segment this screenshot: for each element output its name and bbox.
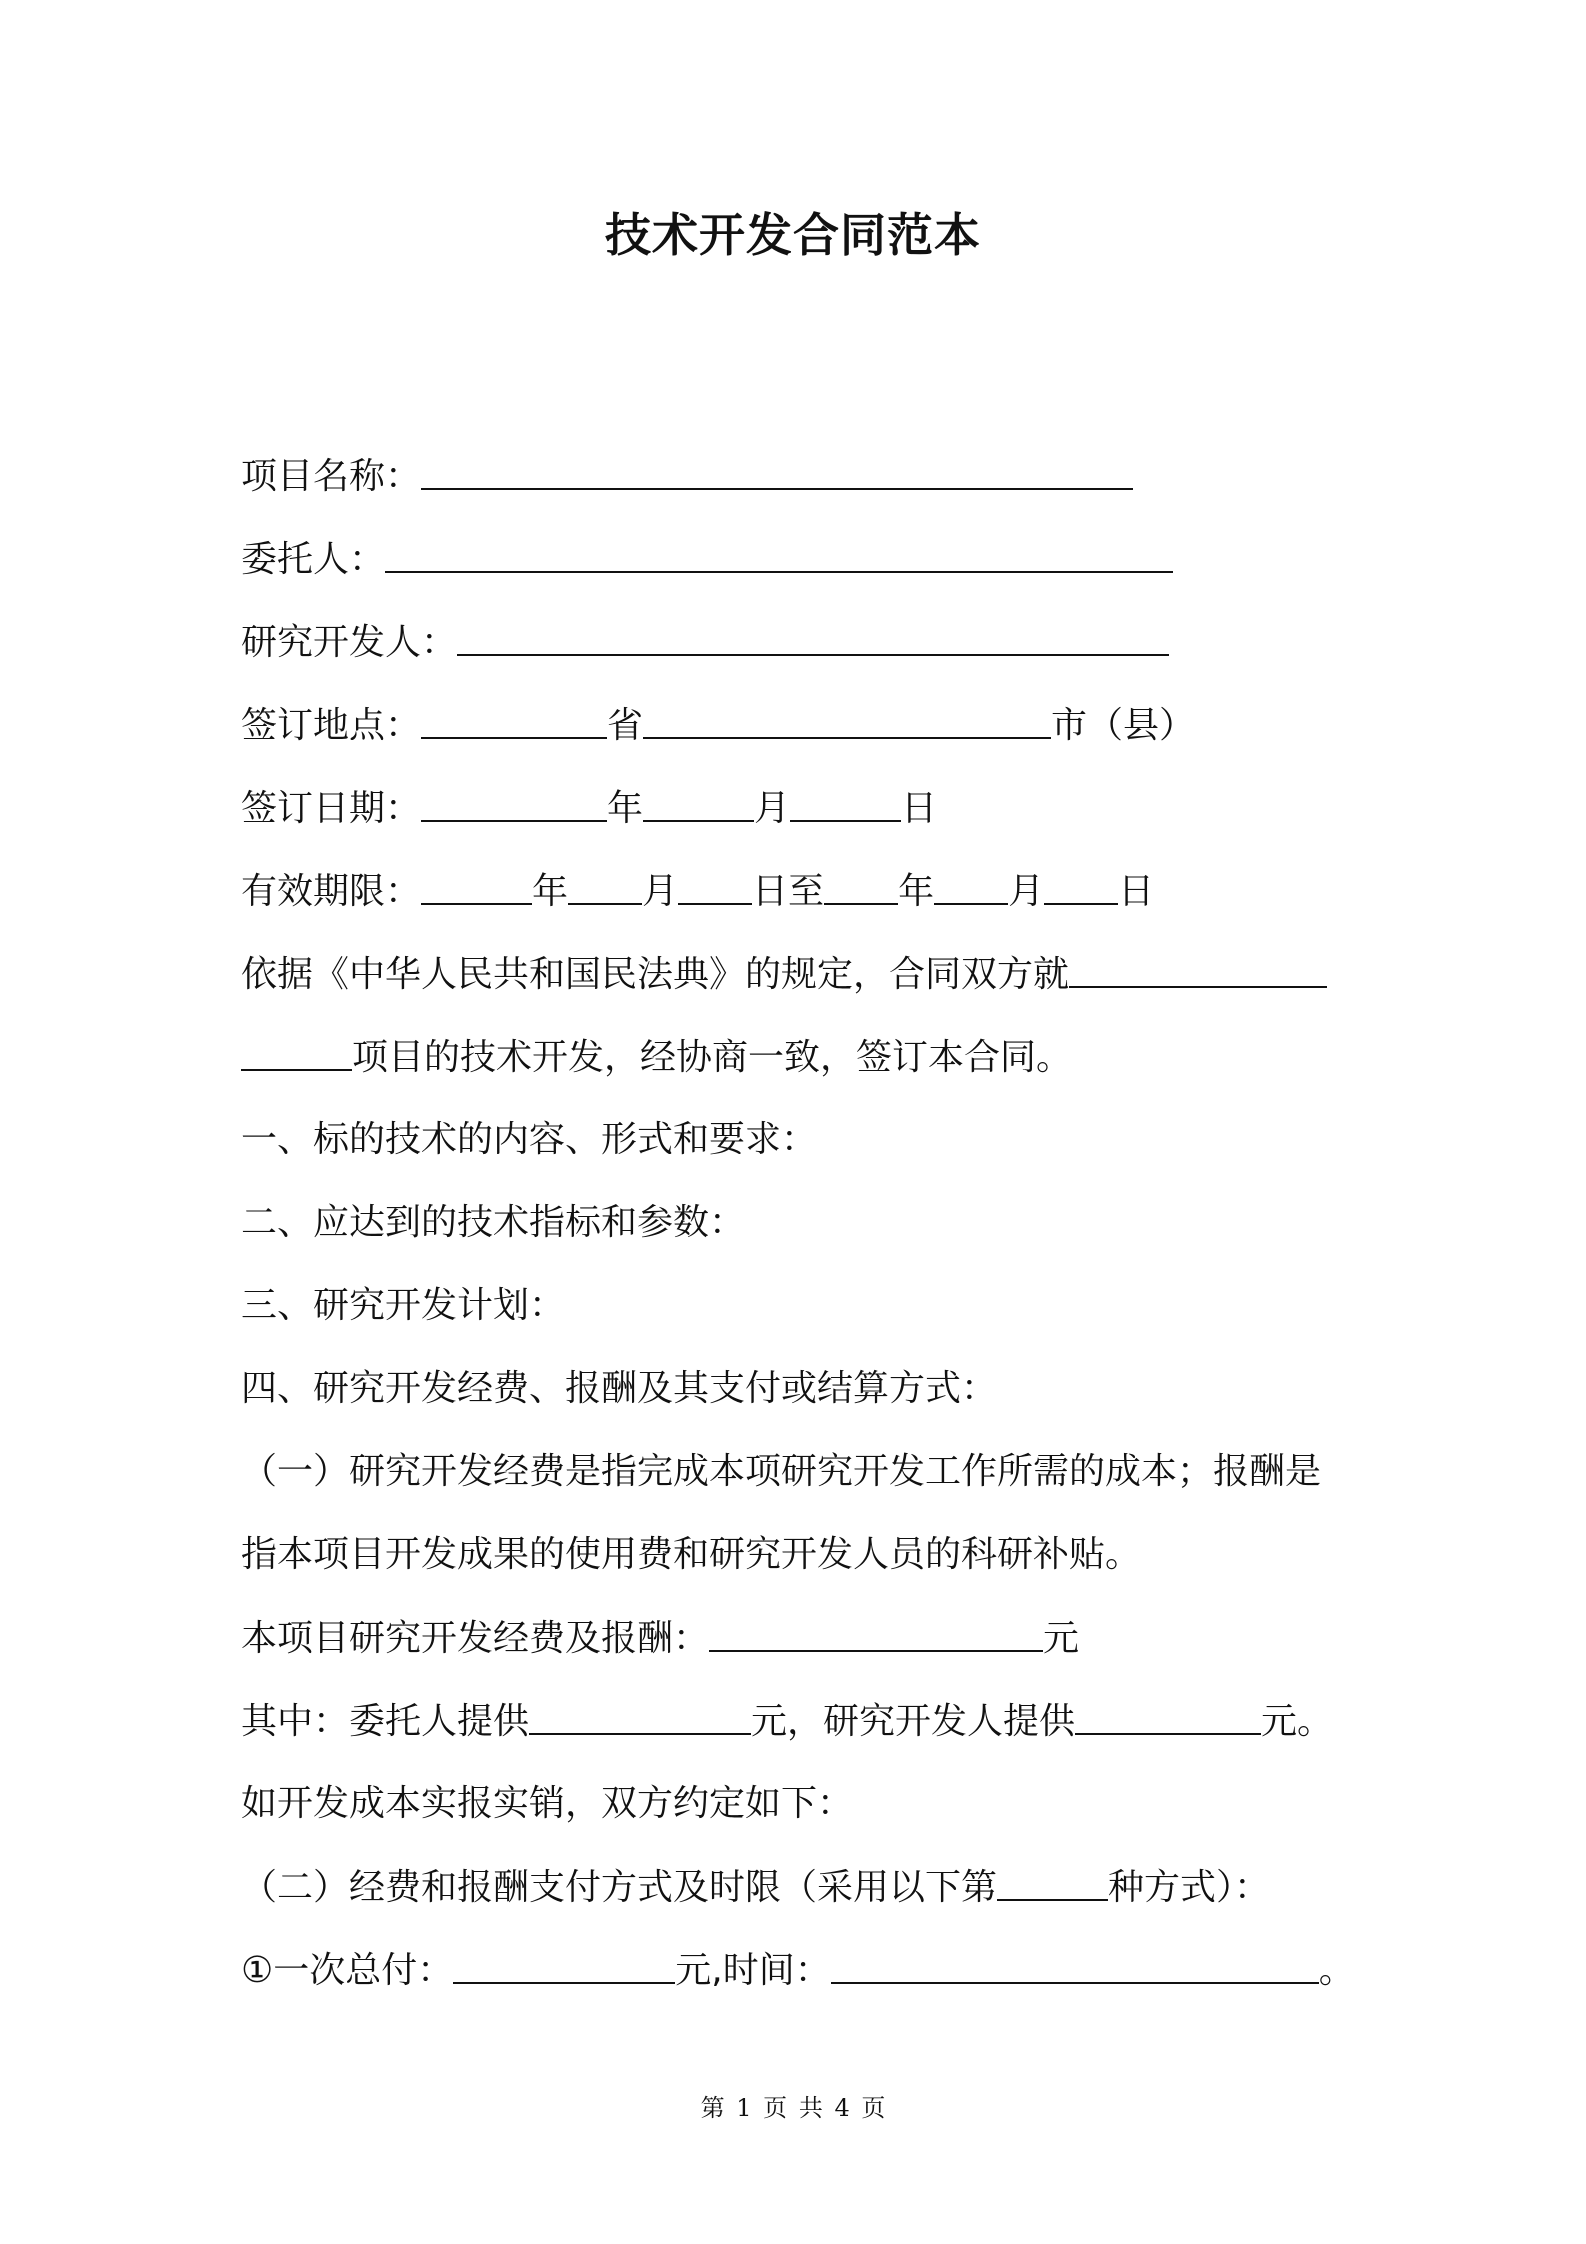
- developer-line: [241, 624, 1169, 661]
- subsection-1-line-2: 指本项目开发成果的使用费和研究开发人员的科研补贴。: [241, 1534, 1142, 1575]
- lump-sum-period: 。: [1318, 1950, 1355, 1991]
- actual-cost-line: 如开发成本实报实销，双方约定如下：: [241, 1783, 854, 1824]
- sign-month-label: 月: [754, 788, 791, 829]
- sign-date-line: [241, 790, 937, 827]
- developer-blank: [457, 624, 1169, 656]
- client-funding-blank: [529, 1703, 751, 1735]
- document-title: 技术开发合同范本: [605, 208, 981, 262]
- project-name-label: 项目名称：: [241, 456, 422, 497]
- payment-method-suffix: 种方式）：: [1108, 1867, 1271, 1908]
- project-subject-blank: [1069, 956, 1327, 988]
- city-blank: [643, 707, 1051, 739]
- end-day-blank: [1044, 873, 1118, 905]
- sign-year-label: 年: [607, 788, 644, 829]
- lump-sum-amount-blank: [453, 1952, 675, 1984]
- footer-ye-2: 页: [861, 2094, 886, 2122]
- lump-sum-time-label: 元,时间：: [675, 1950, 831, 1991]
- start-year-label: 年: [532, 871, 569, 912]
- project-name-blank: [421, 458, 1133, 490]
- basis-text-2: 项目的技术开发，经协商一致，签订本合同。: [352, 1037, 1073, 1078]
- project-name-line: [241, 458, 1133, 495]
- basis-line-2: [241, 1039, 1072, 1076]
- developer-funding-label: 元，研究开发人提供: [751, 1701, 1076, 1742]
- footer-page-number: 1: [736, 2094, 752, 2122]
- page-footer: [0, 2096, 1586, 2120]
- validity-line: [241, 873, 1154, 910]
- city-county-label: 市（县）: [1051, 705, 1196, 746]
- footer-total-pages: 4: [834, 2094, 850, 2122]
- sign-month-blank: [643, 790, 754, 822]
- sign-date-label: 签订日期：: [241, 788, 422, 829]
- start-month-blank: [568, 873, 642, 905]
- client-funding-label: 其中：委托人提供: [241, 1701, 530, 1742]
- lump-sum-line: [241, 1952, 1355, 1989]
- footer-di: 第: [700, 2094, 725, 2122]
- fee-label: 本项目研究开发经费及报酬：: [241, 1618, 710, 1659]
- end-month-blank: [934, 873, 1008, 905]
- payment-method-line: [241, 1869, 1270, 1906]
- start-month-label: 月: [642, 871, 679, 912]
- funding-split-line: [241, 1703, 1333, 1740]
- start-day-to-label: 日至: [752, 871, 825, 912]
- lump-sum-label: ①一次总付：: [241, 1950, 454, 1991]
- fee-unit: 元: [1043, 1618, 1080, 1659]
- sign-place-line: [241, 707, 1195, 744]
- sign-year-blank: [421, 790, 607, 822]
- sign-day-blank: [790, 790, 901, 822]
- province-blank: [421, 707, 607, 739]
- section-4: 四、研究开发经费、报酬及其支付或结算方式：: [241, 1368, 998, 1409]
- province-label: 省: [607, 705, 644, 746]
- section-2: 二、应达到的技术指标和参数：: [241, 1202, 746, 1243]
- sign-day-label: 日: [901, 788, 938, 829]
- payment-method-blank: [997, 1869, 1108, 1901]
- section-3: 三、研究开发计划：: [241, 1285, 566, 1326]
- end-day-label: 日: [1118, 871, 1155, 912]
- fee-blank: [709, 1620, 1043, 1652]
- section-1: 一、标的技术的内容、形式和要求：: [241, 1119, 818, 1160]
- client-blank: [385, 541, 1173, 573]
- client-label: 委托人：: [241, 539, 386, 580]
- subsection-1-line-1: （一）研究开发经费是指完成本项研究开发工作所需的成本；报酬是: [241, 1451, 1322, 1492]
- client-line: [241, 541, 1173, 578]
- end-year-label: 年: [898, 871, 935, 912]
- fee-line: [241, 1620, 1079, 1657]
- basis-text-1: 依据《中华人民共和国民法典》的规定，合同双方就: [241, 954, 1070, 995]
- developer-funding-blank: [1075, 1703, 1261, 1735]
- start-year-blank: [421, 873, 532, 905]
- end-month-label: 月: [1008, 871, 1045, 912]
- validity-label: 有效期限：: [241, 871, 422, 912]
- basis-line-1: [241, 956, 1327, 993]
- end-year-blank: [824, 873, 898, 905]
- footer-ye: 页: [763, 2094, 788, 2122]
- start-day-blank: [678, 873, 752, 905]
- project-subject-blank-cont: [241, 1039, 352, 1071]
- developer-funding-unit: 元。: [1261, 1701, 1334, 1742]
- footer-gong: 共: [798, 2094, 823, 2122]
- sign-place-label: 签订地点：: [241, 705, 422, 746]
- developer-label: 研究开发人：: [241, 622, 458, 663]
- payment-method-label: （二）经费和报酬支付方式及时限（采用以下第: [241, 1867, 998, 1908]
- lump-sum-time-blank: [831, 1952, 1319, 1984]
